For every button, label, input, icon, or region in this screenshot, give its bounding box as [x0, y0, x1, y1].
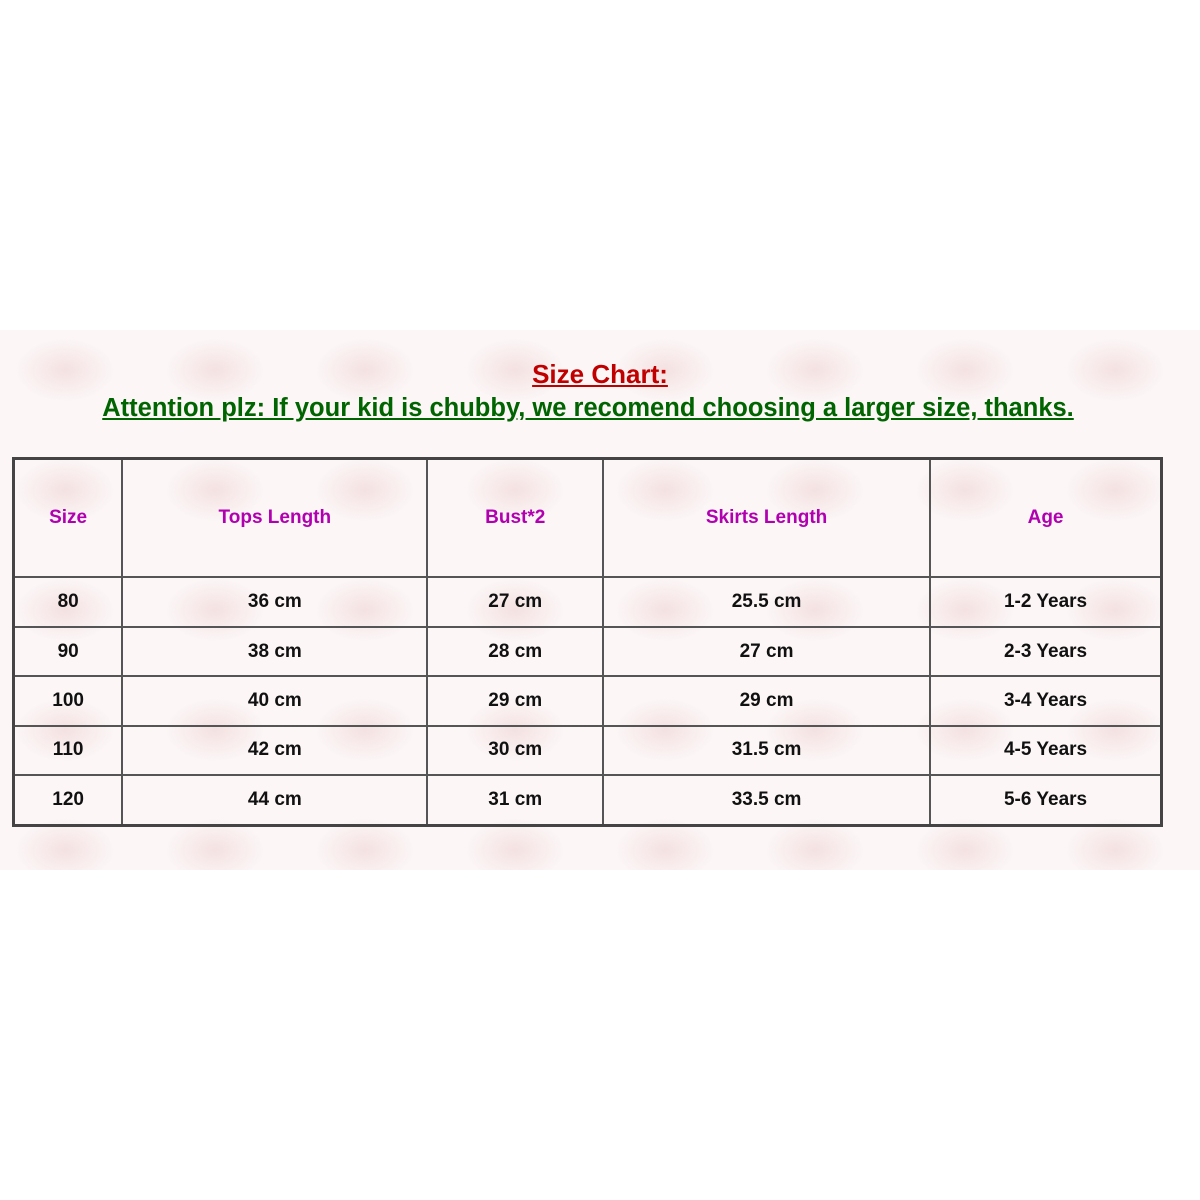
header-age: Age: [930, 459, 1161, 578]
cell-size: 80: [14, 577, 123, 626]
cell-tops-length: 44 cm: [122, 775, 427, 825]
header-size: Size: [14, 459, 123, 578]
header-tops-length: Tops Length: [122, 459, 427, 578]
table-row: [14, 676, 1162, 725]
cell-age: 5-6 Years: [930, 775, 1161, 825]
cell-tops-length: 42 cm: [122, 726, 427, 775]
cell-tops-length: 40 cm: [122, 676, 427, 725]
cell-size: 100: [14, 676, 123, 725]
cell-bust: 28 cm: [427, 627, 603, 676]
table-row: [14, 577, 1162, 626]
cell-tops-length: 36 cm: [122, 577, 427, 626]
title-text: Size Chart:: [532, 359, 668, 389]
cell-skirts-length: 27 cm: [603, 627, 930, 676]
note-text: Attention plz: If your kid is chubby, we recomend choosing a larger size, thanks.: [102, 394, 1074, 422]
cell-age: 3-4 Years: [930, 676, 1161, 725]
cell-tops-length: 38 cm: [122, 627, 427, 676]
cell-bust: 27 cm: [427, 577, 603, 626]
header-row: [14, 459, 1162, 578]
attention-note: [0, 394, 1176, 423]
cell-size: 90: [14, 627, 123, 676]
cell-age: 1-2 Years: [930, 577, 1161, 626]
header-skirts-length: Skirts Length: [603, 459, 930, 578]
header-bust: Bust*2: [427, 459, 603, 578]
cell-size: 110: [14, 726, 123, 775]
cell-bust: 29 cm: [427, 676, 603, 725]
cell-age: 2-3 Years: [930, 627, 1161, 676]
table-row: [14, 775, 1162, 825]
cell-bust: 31 cm: [427, 775, 603, 825]
cell-size: 120: [14, 775, 123, 825]
cell-skirts-length: 31.5 cm: [603, 726, 930, 775]
cell-skirts-length: 29 cm: [603, 676, 930, 725]
cell-bust: 30 cm: [427, 726, 603, 775]
table-row: [14, 726, 1162, 775]
cell-skirts-length: 25.5 cm: [603, 577, 930, 626]
size-chart-title: [0, 359, 1200, 390]
cell-skirts-length: 33.5 cm: [603, 775, 930, 825]
cell-age: 4-5 Years: [930, 726, 1161, 775]
size-table: [12, 457, 1163, 827]
table-row: [14, 627, 1162, 676]
